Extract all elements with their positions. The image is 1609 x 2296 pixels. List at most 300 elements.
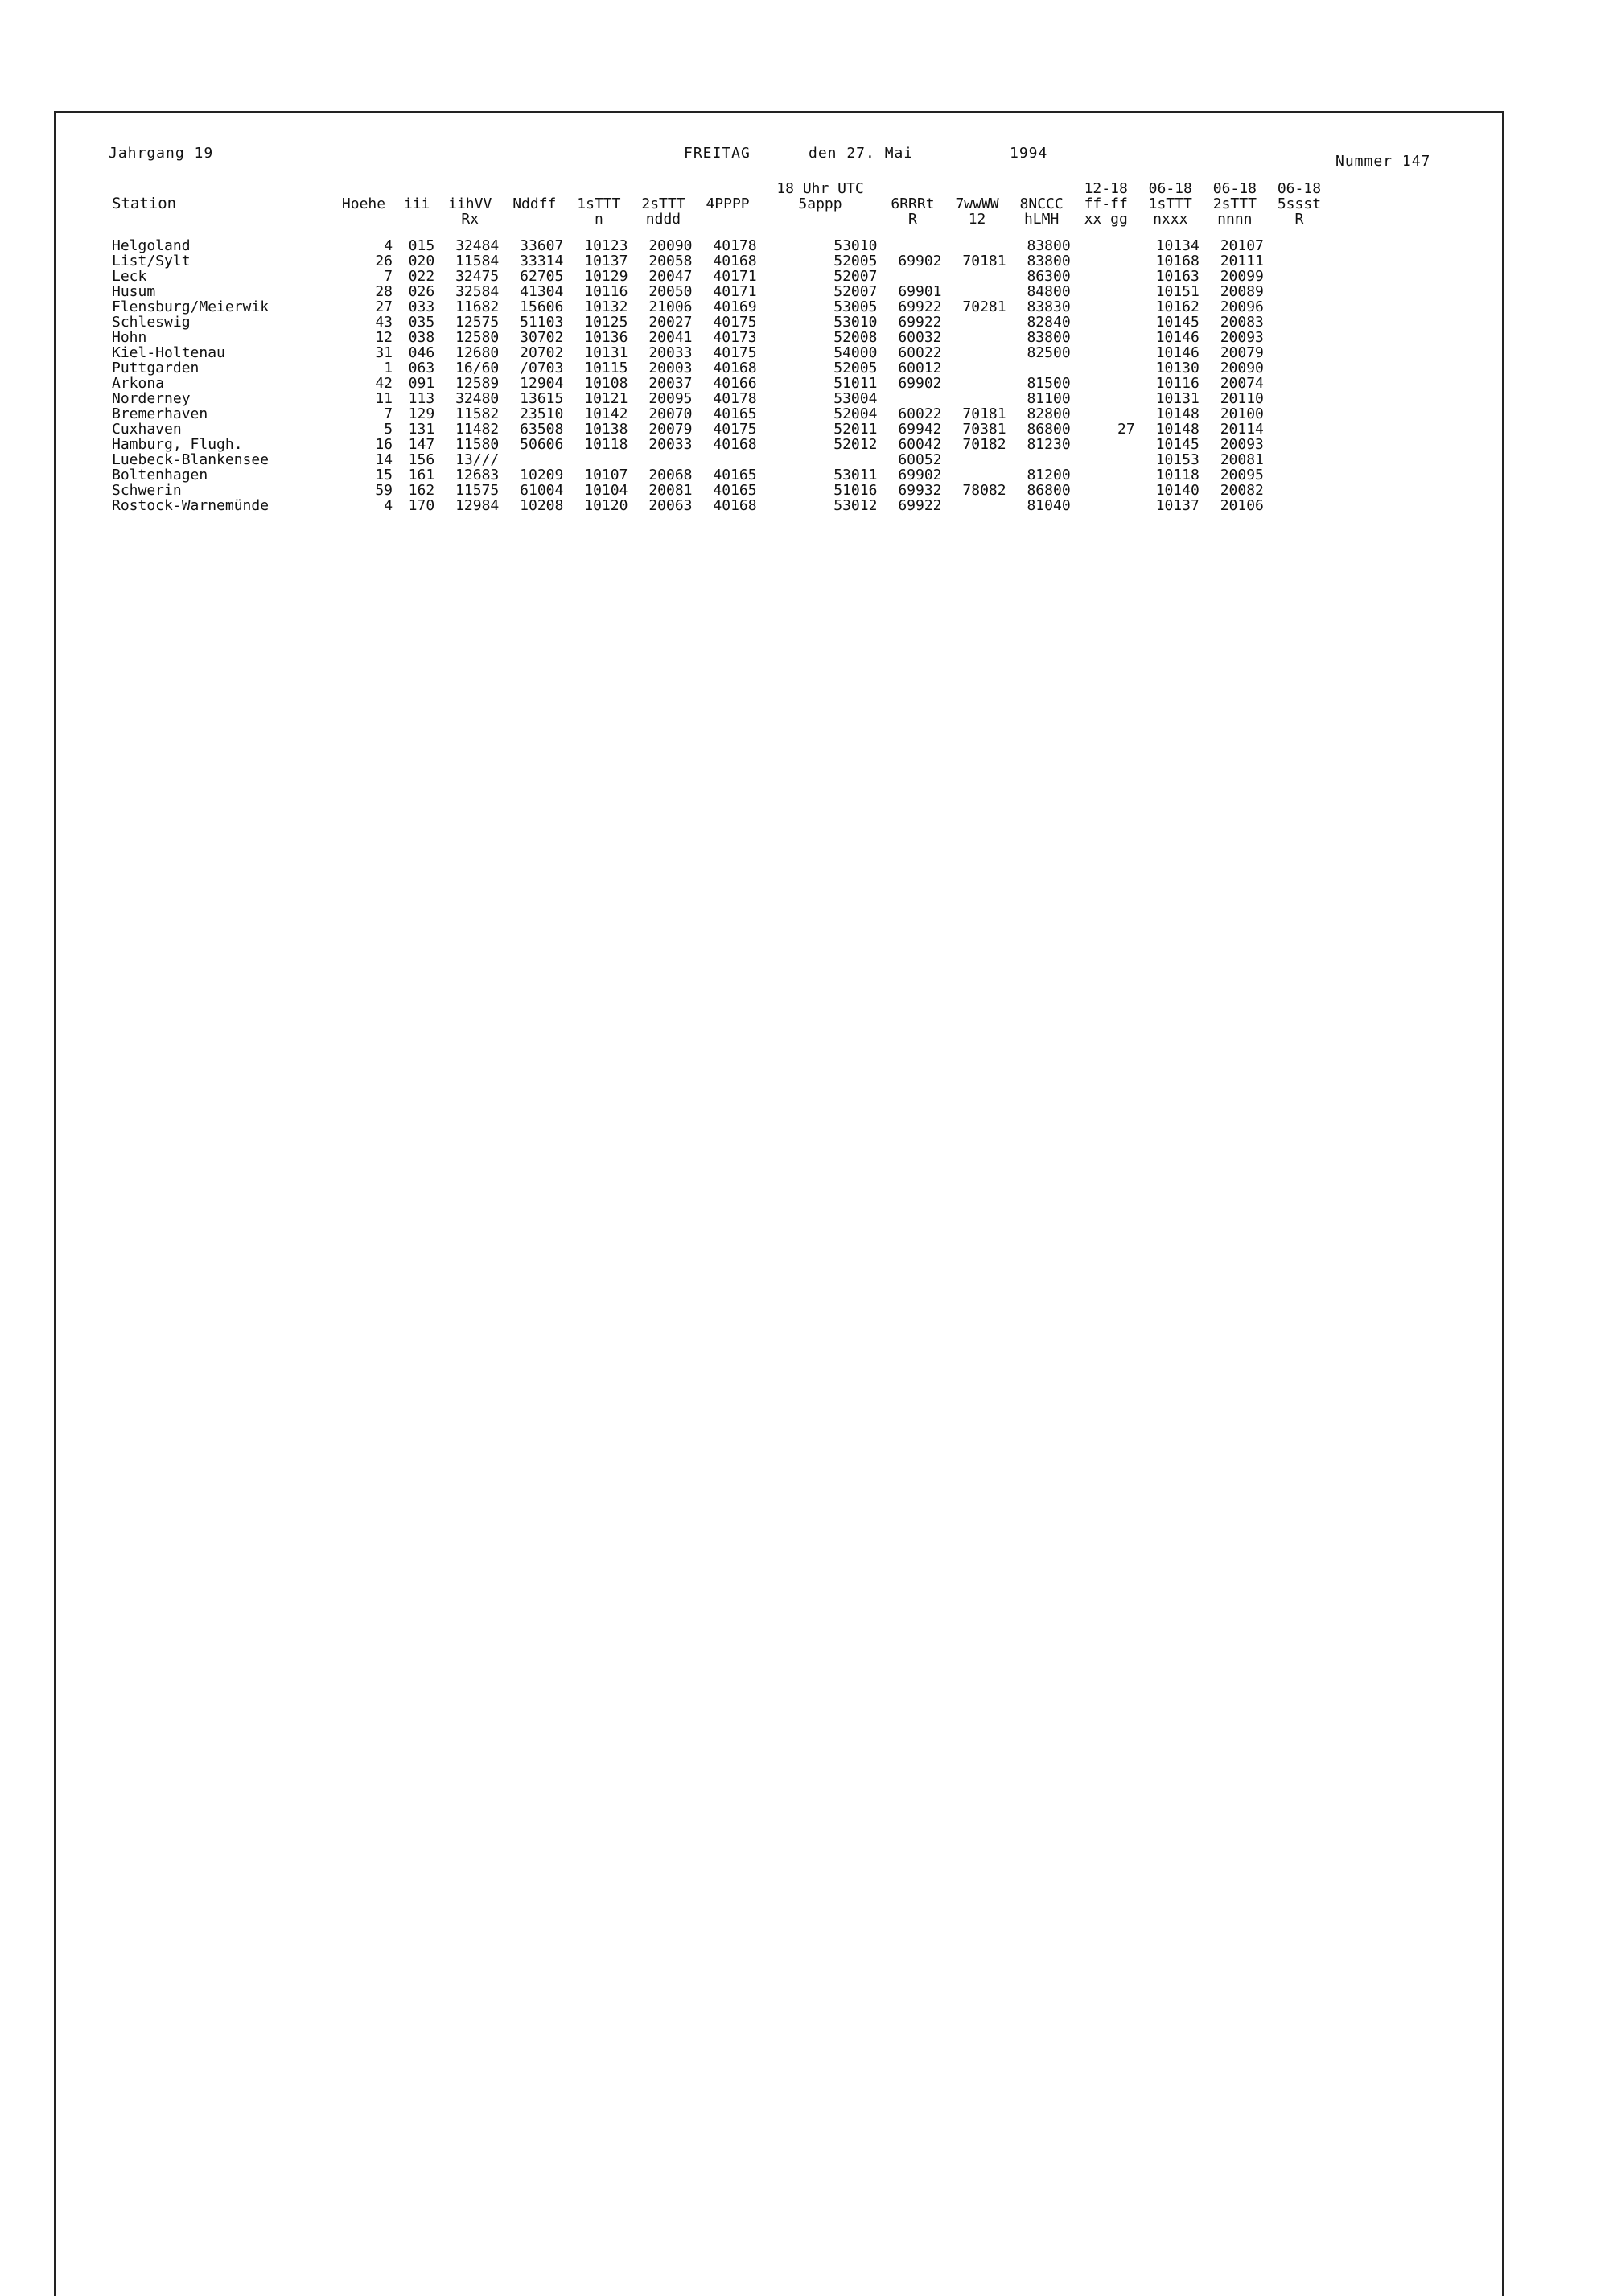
obs-value: 60012	[898, 360, 942, 376]
table-row	[109, 238, 1331, 253]
obs-value: 53011	[833, 467, 878, 483]
obs-value: 11584	[455, 253, 500, 270]
obs-value	[1267, 406, 1331, 422]
table-row	[109, 406, 1331, 422]
column-subheader	[696, 212, 760, 227]
column-header: 1sTTT	[577, 195, 621, 212]
obs-value: 15606	[520, 298, 564, 315]
obs-value	[1010, 360, 1074, 376]
obs-value	[1267, 330, 1331, 345]
obs-value: 20096	[1220, 298, 1264, 315]
obs-value	[945, 345, 1010, 360]
obs-value: 61004	[520, 482, 564, 499]
obs-value: 162	[408, 482, 435, 499]
obs-value	[945, 376, 1010, 391]
obs-value	[1074, 330, 1138, 345]
header-top-cell	[502, 181, 566, 196]
obs-value: 82840	[1027, 314, 1071, 331]
obs-value: 20033	[648, 436, 693, 453]
obs-value: 40166	[713, 375, 757, 392]
column-subheader	[502, 212, 566, 227]
obs-value: 13///	[455, 451, 500, 468]
obs-value: 10125	[584, 314, 628, 331]
obs-value	[945, 360, 1010, 376]
station-name: Boltenhagen	[112, 467, 208, 483]
obs-value: 53010	[833, 314, 878, 331]
table-row	[109, 483, 1331, 498]
obs-value: 170	[408, 497, 435, 514]
obs-value	[1267, 238, 1331, 253]
obs-value: 51016	[833, 482, 878, 499]
obs-value: 53010	[833, 237, 878, 254]
obs-value: 86300	[1027, 268, 1071, 285]
obs-value	[502, 452, 566, 467]
obs-value: 7	[384, 405, 393, 422]
obs-value: 81200	[1027, 467, 1071, 483]
obs-value	[1074, 391, 1138, 406]
obs-value: 70182	[962, 436, 1006, 453]
obs-value	[1267, 253, 1331, 269]
obs-value: 10116	[1155, 375, 1200, 392]
obs-value: 60032	[898, 329, 942, 346]
obs-value: 20070	[648, 405, 693, 422]
obs-value: 40169	[713, 298, 757, 315]
column-subheader: Rx	[461, 211, 479, 228]
obs-value: 40173	[713, 329, 757, 346]
obs-value: 20093	[1220, 436, 1264, 453]
obs-value: 20099	[1220, 268, 1264, 285]
obs-value: 52012	[833, 436, 878, 453]
obs-value: 046	[408, 344, 435, 361]
obs-value: 1	[384, 360, 393, 376]
obs-value: 20107	[1220, 237, 1264, 254]
obs-value: 10108	[584, 375, 628, 392]
obs-value	[945, 330, 1010, 345]
issue-number: Nummer 147	[1335, 153, 1431, 170]
obs-value: 10163	[1155, 268, 1200, 285]
obs-value: 59	[375, 482, 393, 499]
column-header: Hoehe	[341, 195, 386, 212]
obs-value: 16/60	[455, 360, 500, 376]
obs-value	[1074, 437, 1138, 452]
header-row-top	[109, 181, 1331, 196]
table-row	[109, 437, 1331, 452]
obs-value	[1074, 498, 1138, 513]
obs-value: 86800	[1027, 482, 1071, 499]
obs-value	[1074, 360, 1138, 376]
obs-value	[1267, 498, 1331, 513]
station-name: Norderney	[112, 390, 191, 407]
obs-value: 10138	[584, 421, 628, 438]
table-row	[109, 452, 1331, 467]
station-name: Luebeck-Blankensee	[112, 451, 270, 468]
obs-value: 40175	[713, 344, 757, 361]
obs-value: 14	[375, 451, 393, 468]
obs-value: 10145	[1155, 314, 1200, 331]
obs-value: 40178	[713, 390, 757, 407]
station-column-header: Station	[112, 195, 177, 212]
obs-value: 84800	[1027, 283, 1071, 300]
table-header	[109, 181, 1331, 238]
obs-value: 038	[408, 329, 435, 346]
obs-value: 13615	[520, 390, 564, 407]
obs-value	[566, 452, 631, 467]
station-name: Schleswig	[112, 314, 191, 331]
obs-value	[945, 498, 1010, 513]
station-name: Cuxhaven	[112, 421, 182, 438]
table-row	[109, 284, 1331, 299]
table-row	[109, 498, 1331, 513]
obs-value: 12580	[455, 329, 500, 346]
column-header: ff-ff	[1084, 195, 1128, 212]
obs-value: 026	[408, 283, 435, 300]
obs-value: 69922	[898, 298, 942, 315]
obs-value: 83800	[1027, 253, 1071, 270]
obs-value	[880, 391, 944, 406]
obs-value	[880, 238, 944, 253]
station-name: Helgoland	[112, 237, 191, 254]
date-label: den 27. Mai	[809, 145, 914, 162]
column-header: 5ssst	[1277, 195, 1322, 212]
obs-value: 10140	[1155, 482, 1200, 499]
header-row-sub	[109, 212, 1331, 227]
obs-value: 81100	[1027, 390, 1071, 407]
obs-value: /0703	[520, 360, 564, 376]
obs-value: 10131	[584, 344, 628, 361]
obs-value	[1074, 467, 1138, 483]
obs-value	[1267, 467, 1331, 483]
obs-value: 10116	[584, 283, 628, 300]
column-subheader	[109, 212, 331, 227]
obs-value: 15	[375, 467, 393, 483]
obs-value: 32584	[455, 283, 500, 300]
obs-value	[1267, 437, 1331, 452]
obs-value: 091	[408, 375, 435, 392]
obs-value: 10145	[1155, 436, 1200, 453]
table-row	[109, 360, 1331, 376]
obs-value	[1074, 376, 1138, 391]
obs-value	[1267, 269, 1331, 284]
obs-value: 60022	[898, 344, 942, 361]
obs-value: 20111	[1220, 253, 1264, 270]
header-top-cell	[696, 181, 760, 196]
header-top-cell	[945, 181, 1010, 196]
obs-value: 23510	[520, 405, 564, 422]
obs-value: 033	[408, 298, 435, 315]
obs-value	[1267, 452, 1331, 467]
obs-value: 32484	[455, 237, 500, 254]
obs-value: 78082	[962, 482, 1006, 499]
obs-value: 43	[375, 314, 393, 331]
obs-value: 20047	[648, 268, 693, 285]
column-header: iihVV	[448, 195, 492, 212]
header-top-cell	[566, 181, 631, 196]
obs-value: 10137	[1155, 497, 1200, 514]
column-subheader	[396, 212, 438, 227]
table-row	[109, 467, 1331, 483]
obs-value: 10151	[1155, 283, 1200, 300]
obs-value	[1074, 406, 1138, 422]
header-top-cell	[438, 181, 502, 196]
column-subheader: 12	[968, 211, 986, 228]
obs-value: 161	[408, 467, 435, 483]
obs-value: 131	[408, 421, 435, 438]
column-header: 8NCCC	[1019, 195, 1064, 212]
obs-value: 70181	[962, 253, 1006, 270]
obs-value: 69902	[898, 253, 942, 270]
obs-value: 69901	[898, 283, 942, 300]
obs-value: 10120	[584, 497, 628, 514]
obs-value: 69902	[898, 467, 942, 483]
obs-value: 83800	[1027, 237, 1071, 254]
obs-value	[1074, 299, 1138, 315]
obs-value	[945, 238, 1010, 253]
obs-value: 40168	[713, 253, 757, 270]
column-header: 2sTTT	[641, 195, 685, 212]
obs-value	[696, 452, 760, 467]
obs-value: 5	[384, 421, 393, 438]
obs-value: 10142	[584, 405, 628, 422]
obs-value: 20027	[648, 314, 693, 331]
obs-value: 12	[375, 329, 393, 346]
obs-value	[1074, 345, 1138, 360]
header-top-cell	[331, 181, 396, 196]
obs-value: 063	[408, 360, 435, 376]
table-row	[109, 422, 1331, 437]
obs-value: 16	[375, 436, 393, 453]
obs-value: 69902	[898, 375, 942, 392]
station-name: Puttgarden	[112, 360, 200, 376]
obs-value: 40165	[713, 405, 757, 422]
station-name: Kiel-Holtenau	[112, 344, 225, 361]
table-row	[109, 376, 1331, 391]
obs-value: 51011	[833, 375, 878, 392]
obs-value: 4	[384, 237, 393, 254]
table-body	[109, 238, 1331, 513]
table-row	[109, 345, 1331, 360]
obs-value: 12575	[455, 314, 500, 331]
obs-value: 10115	[584, 360, 628, 376]
column-subheader: nxxx	[1153, 211, 1188, 228]
obs-value: 20081	[648, 482, 693, 499]
obs-value: 62705	[520, 268, 564, 285]
obs-value: 10162	[1155, 298, 1200, 315]
obs-value: 81230	[1027, 436, 1071, 453]
obs-value: 40168	[713, 497, 757, 514]
obs-value	[1267, 376, 1331, 391]
station-name: Husum	[112, 283, 156, 300]
obs-value: 20090	[1220, 360, 1264, 376]
obs-value: 86800	[1027, 421, 1071, 438]
obs-value: 27	[375, 298, 393, 315]
header-top-cell	[1010, 181, 1074, 196]
obs-value: 30702	[520, 329, 564, 346]
header-top-cell	[396, 181, 438, 196]
obs-value: 7	[384, 268, 393, 285]
obs-value: 11482	[455, 421, 500, 438]
obs-value: 33607	[520, 237, 564, 254]
obs-value: 70281	[962, 298, 1006, 315]
obs-value: 147	[408, 436, 435, 453]
obs-value: 20050	[648, 283, 693, 300]
table-row	[109, 253, 1331, 269]
obs-value: 53005	[833, 298, 878, 315]
obs-value	[631, 452, 695, 467]
obs-value: 32480	[455, 390, 500, 407]
obs-value: 20083	[1220, 314, 1264, 331]
obs-value: 12984	[455, 497, 500, 514]
obs-value: 10130	[1155, 360, 1200, 376]
obs-value: 51103	[520, 314, 564, 331]
column-subheader: R	[908, 211, 917, 228]
obs-value: 11682	[455, 298, 500, 315]
obs-value	[1074, 253, 1138, 269]
obs-value	[1267, 391, 1331, 406]
obs-value: 83800	[1027, 329, 1071, 346]
obs-value: 31	[375, 344, 393, 361]
obs-value: 40165	[713, 467, 757, 483]
obs-value: 20095	[648, 390, 693, 407]
obs-value: 20003	[648, 360, 693, 376]
obs-value: 52007	[833, 268, 878, 285]
obs-value: 69922	[898, 314, 942, 331]
column-subheader	[331, 212, 396, 227]
obs-value: 035	[408, 314, 435, 331]
obs-value: 10107	[584, 467, 628, 483]
column-subheader: R	[1294, 211, 1304, 228]
column-header: 7wwWW	[955, 195, 999, 212]
obs-value	[1267, 360, 1331, 376]
obs-value: 10153	[1155, 451, 1200, 468]
obs-value: 40175	[713, 421, 757, 438]
obs-value: 60042	[898, 436, 942, 453]
header-row-main	[109, 196, 1331, 212]
obs-value	[880, 269, 944, 284]
obs-value: 20110	[1220, 390, 1264, 407]
obs-value: 10168	[1155, 253, 1200, 270]
obs-value	[1010, 452, 1074, 467]
obs-value: 20079	[1220, 344, 1264, 361]
obs-value: 20082	[1220, 482, 1264, 499]
obs-value: 11	[375, 390, 393, 407]
obs-value: 10104	[584, 482, 628, 499]
station-name: Bremerhaven	[112, 405, 208, 422]
obs-value: 10208	[520, 497, 564, 514]
obs-value: 26	[375, 253, 393, 270]
obs-value: 20037	[648, 375, 693, 392]
table-row	[109, 299, 1331, 315]
obs-value: 52011	[833, 421, 878, 438]
column-subheader: hLMH	[1023, 211, 1060, 228]
table-row	[109, 330, 1331, 345]
jahrgang-label: Jahrgang 19	[109, 145, 214, 162]
obs-value: 60052	[898, 451, 942, 468]
obs-value: 20074	[1220, 375, 1264, 392]
station-observations-table	[109, 181, 1331, 513]
station-name: Arkona	[112, 375, 165, 392]
obs-value: 53012	[833, 497, 878, 514]
weekday-label: FREITAG	[684, 145, 751, 162]
obs-value: 69932	[898, 482, 942, 499]
obs-value: 28	[375, 283, 393, 300]
obs-value: 10146	[1155, 329, 1200, 346]
column-subheader: n	[594, 211, 603, 228]
obs-value	[1267, 483, 1331, 498]
obs-value: 27	[1117, 421, 1135, 438]
obs-value: 70181	[962, 405, 1006, 422]
station-name: List/Sylt	[112, 253, 191, 270]
obs-value: 022	[408, 268, 435, 285]
obs-value: 83830	[1027, 298, 1071, 315]
column-header: 4PPPP	[706, 195, 750, 212]
obs-value: 20068	[648, 467, 693, 483]
obs-value	[1074, 269, 1138, 284]
obs-value	[1267, 284, 1331, 299]
obs-value: 4	[384, 497, 393, 514]
station-name: Hamburg, Flugh.	[112, 436, 243, 453]
obs-value: 12904	[520, 375, 564, 392]
obs-value: 54000	[833, 344, 878, 361]
obs-value: 20089	[1220, 283, 1264, 300]
table-row	[109, 269, 1331, 284]
obs-value: 20702	[520, 344, 564, 361]
obs-value: 81040	[1027, 497, 1071, 514]
column-header: 1sTTT	[1148, 195, 1192, 212]
obs-value	[1074, 238, 1138, 253]
column-header: 2sTTT	[1212, 195, 1257, 212]
obs-value: 20081	[1220, 451, 1264, 468]
obs-value: 52004	[833, 405, 878, 422]
obs-value: 10129	[584, 268, 628, 285]
obs-value: 21006	[648, 298, 693, 315]
obs-value: 156	[408, 451, 435, 468]
obs-value: 81500	[1027, 375, 1071, 392]
obs-value	[1267, 345, 1331, 360]
obs-value: 20093	[1220, 329, 1264, 346]
obs-value: 50606	[520, 436, 564, 453]
obs-value: 10131	[1155, 390, 1200, 407]
obs-value	[1074, 452, 1138, 467]
obs-value: 41304	[520, 283, 564, 300]
obs-value	[1267, 299, 1331, 315]
obs-value: 20114	[1220, 421, 1264, 438]
obs-value: 33314	[520, 253, 564, 270]
obs-value: 82500	[1027, 344, 1071, 361]
obs-value: 32475	[455, 268, 500, 285]
obs-value: 42	[375, 375, 393, 392]
obs-value: 82800	[1027, 405, 1071, 422]
obs-value	[945, 452, 1010, 467]
column-header: 6RRRt	[891, 195, 935, 212]
station-name: Flensburg/Meierwik	[112, 298, 270, 315]
column-header: iii	[403, 195, 430, 212]
obs-value: 70381	[962, 421, 1006, 438]
obs-value: 52005	[833, 253, 878, 270]
obs-value: 10137	[584, 253, 628, 270]
header-top-cell	[880, 181, 944, 196]
obs-value: 40168	[713, 360, 757, 376]
obs-value	[760, 452, 881, 467]
obs-value	[1267, 315, 1331, 330]
obs-value: 20095	[1220, 467, 1264, 483]
obs-value	[945, 467, 1010, 483]
obs-value	[1074, 315, 1138, 330]
header-top-cell: 12-18	[1084, 180, 1128, 197]
obs-value: 11582	[455, 405, 500, 422]
obs-value: 11580	[455, 436, 500, 453]
header-top-cell: 06-18	[1212, 180, 1257, 197]
obs-value: 20033	[648, 344, 693, 361]
